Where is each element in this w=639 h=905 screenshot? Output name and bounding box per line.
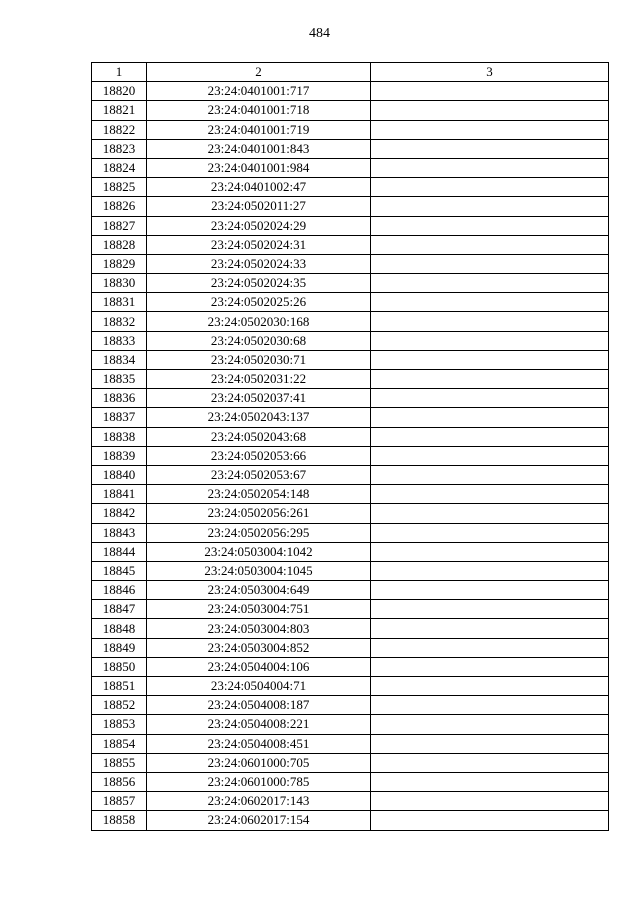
notes-cell bbox=[371, 158, 609, 177]
row-number-cell: 18841 bbox=[92, 485, 147, 504]
row-number-cell: 18832 bbox=[92, 312, 147, 331]
notes-cell bbox=[371, 178, 609, 197]
cadastral-number-cell: 23:24:0601000:785 bbox=[147, 772, 371, 791]
notes-cell bbox=[371, 331, 609, 350]
table-row bbox=[92, 427, 609, 446]
table-row bbox=[92, 216, 609, 235]
table-body bbox=[92, 82, 609, 830]
table-row bbox=[92, 753, 609, 772]
notes-cell bbox=[371, 465, 609, 484]
notes-cell bbox=[371, 101, 609, 120]
table-row bbox=[92, 350, 609, 369]
cadastral-number-cell: 23:24:0502043:68 bbox=[147, 427, 371, 446]
notes-cell bbox=[371, 619, 609, 638]
row-number-cell: 18838 bbox=[92, 427, 147, 446]
header-cell-3: 3 bbox=[371, 63, 609, 82]
cadastral-number-cell: 23:24:0503004:649 bbox=[147, 581, 371, 600]
notes-cell bbox=[371, 811, 609, 830]
table-row bbox=[92, 370, 609, 389]
notes-cell bbox=[371, 696, 609, 715]
cadastral-number-cell: 23:24:0504008:221 bbox=[147, 715, 371, 734]
table-row bbox=[92, 677, 609, 696]
cadastral-number-cell: 23:24:0602017:154 bbox=[147, 811, 371, 830]
notes-cell bbox=[371, 312, 609, 331]
table-row bbox=[92, 312, 609, 331]
table-row bbox=[92, 82, 609, 101]
row-number-cell: 18842 bbox=[92, 504, 147, 523]
row-number-cell: 18835 bbox=[92, 370, 147, 389]
notes-cell bbox=[371, 408, 609, 427]
cadastral-number-cell: 23:24:0504004:71 bbox=[147, 677, 371, 696]
table-row bbox=[92, 446, 609, 465]
cadastral-number-cell: 23:24:0601000:705 bbox=[147, 753, 371, 772]
cadastral-number-cell: 23:24:0503004:1042 bbox=[147, 542, 371, 561]
cadastral-number-cell: 23:24:0504008:187 bbox=[147, 696, 371, 715]
notes-cell bbox=[371, 197, 609, 216]
notes-cell bbox=[371, 370, 609, 389]
notes-cell bbox=[371, 581, 609, 600]
row-number-cell: 18828 bbox=[92, 235, 147, 254]
notes-cell bbox=[371, 274, 609, 293]
row-number-cell: 18822 bbox=[92, 120, 147, 139]
table-header bbox=[92, 63, 609, 82]
cadastral-number-cell: 23:24:0503004:803 bbox=[147, 619, 371, 638]
notes-cell bbox=[371, 523, 609, 542]
row-number-cell: 18824 bbox=[92, 158, 147, 177]
cadastral-number-cell: 23:24:0502056:295 bbox=[147, 523, 371, 542]
row-number-cell: 18823 bbox=[92, 139, 147, 158]
table-row bbox=[92, 600, 609, 619]
row-number-cell: 18857 bbox=[92, 792, 147, 811]
cadastral-number-cell: 23:24:0502053:66 bbox=[147, 446, 371, 465]
table-row bbox=[92, 408, 609, 427]
row-number-cell: 18845 bbox=[92, 561, 147, 580]
cadastral-number-cell: 23:24:0401001:717 bbox=[147, 82, 371, 101]
cadastral-number-cell: 23:24:0502037:41 bbox=[147, 389, 371, 408]
table-row bbox=[92, 254, 609, 273]
cadastral-number-cell: 23:24:0502043:137 bbox=[147, 408, 371, 427]
cadastral-number-cell: 23:24:0504008:451 bbox=[147, 734, 371, 753]
table-row bbox=[92, 197, 609, 216]
row-number-cell: 18820 bbox=[92, 82, 147, 101]
cadastral-number-cell: 23:24:0504004:106 bbox=[147, 657, 371, 676]
table-row bbox=[92, 120, 609, 139]
cadastral-number-cell: 23:24:0502030:168 bbox=[147, 312, 371, 331]
table-row bbox=[92, 561, 609, 580]
notes-cell bbox=[371, 293, 609, 312]
table-row bbox=[92, 523, 609, 542]
notes-cell bbox=[371, 350, 609, 369]
notes-cell bbox=[371, 753, 609, 772]
row-number-cell: 18849 bbox=[92, 638, 147, 657]
table-row bbox=[92, 772, 609, 791]
notes-cell bbox=[371, 561, 609, 580]
row-number-cell: 18839 bbox=[92, 446, 147, 465]
notes-cell bbox=[371, 504, 609, 523]
cadastral-number-cell: 23:24:0502025:26 bbox=[147, 293, 371, 312]
notes-cell bbox=[371, 446, 609, 465]
table-row bbox=[92, 792, 609, 811]
table-row bbox=[92, 619, 609, 638]
table-row bbox=[92, 158, 609, 177]
row-number-cell: 18856 bbox=[92, 772, 147, 791]
header-row bbox=[92, 63, 609, 82]
cadastral-number-cell: 23:24:0502024:35 bbox=[147, 274, 371, 293]
row-number-cell: 18846 bbox=[92, 581, 147, 600]
table-row bbox=[92, 101, 609, 120]
table-row bbox=[92, 657, 609, 676]
table-row bbox=[92, 331, 609, 350]
row-number-cell: 18853 bbox=[92, 715, 147, 734]
table-row bbox=[92, 696, 609, 715]
cadastral-number-cell: 23:24:0401001:719 bbox=[147, 120, 371, 139]
notes-cell bbox=[371, 254, 609, 273]
row-number-cell: 18825 bbox=[92, 178, 147, 197]
row-number-cell: 18829 bbox=[92, 254, 147, 273]
row-number-cell: 18848 bbox=[92, 619, 147, 638]
row-number-cell: 18840 bbox=[92, 465, 147, 484]
row-number-cell: 18833 bbox=[92, 331, 147, 350]
cadastral-number-cell: 23:24:0502030:71 bbox=[147, 350, 371, 369]
row-number-cell: 18847 bbox=[92, 600, 147, 619]
row-number-cell: 18844 bbox=[92, 542, 147, 561]
notes-cell bbox=[371, 657, 609, 676]
notes-cell bbox=[371, 235, 609, 254]
row-number-cell: 18854 bbox=[92, 734, 147, 753]
notes-cell bbox=[371, 139, 609, 158]
table-row bbox=[92, 485, 609, 504]
cadastral-number-cell: 23:24:0502031:22 bbox=[147, 370, 371, 389]
cadastral-number-cell: 23:24:0401001:843 bbox=[147, 139, 371, 158]
table-row bbox=[92, 139, 609, 158]
notes-cell bbox=[371, 600, 609, 619]
row-number-cell: 18851 bbox=[92, 677, 147, 696]
table-row bbox=[92, 811, 609, 830]
table-row bbox=[92, 389, 609, 408]
notes-cell bbox=[371, 216, 609, 235]
notes-cell bbox=[371, 389, 609, 408]
row-number-cell: 18843 bbox=[92, 523, 147, 542]
cadastral-number-cell: 23:24:0502024:29 bbox=[147, 216, 371, 235]
notes-cell bbox=[371, 638, 609, 657]
row-number-cell: 18850 bbox=[92, 657, 147, 676]
notes-cell bbox=[371, 772, 609, 791]
cadastral-number-cell: 23:24:0502030:68 bbox=[147, 331, 371, 350]
table-row bbox=[92, 235, 609, 254]
notes-cell bbox=[371, 677, 609, 696]
cadastral-number-cell: 23:24:0502054:148 bbox=[147, 485, 371, 504]
notes-cell bbox=[371, 427, 609, 446]
registry-table bbox=[91, 62, 609, 831]
cadastral-number-cell: 23:24:0401002:47 bbox=[147, 178, 371, 197]
row-number-cell: 18827 bbox=[92, 216, 147, 235]
row-number-cell: 18834 bbox=[92, 350, 147, 369]
table-row bbox=[92, 293, 609, 312]
row-number-cell: 18837 bbox=[92, 408, 147, 427]
cadastral-number-cell: 23:24:0502024:31 bbox=[147, 235, 371, 254]
cadastral-number-cell: 23:24:0502011:27 bbox=[147, 197, 371, 216]
notes-cell bbox=[371, 734, 609, 753]
cadastral-number-cell: 23:24:0502024:33 bbox=[147, 254, 371, 273]
notes-cell bbox=[371, 792, 609, 811]
row-number-cell: 18852 bbox=[92, 696, 147, 715]
table-row bbox=[92, 638, 609, 657]
row-number-cell: 18855 bbox=[92, 753, 147, 772]
notes-cell bbox=[371, 715, 609, 734]
row-number-cell: 18836 bbox=[92, 389, 147, 408]
table-row bbox=[92, 715, 609, 734]
table-row bbox=[92, 504, 609, 523]
row-number-cell: 18831 bbox=[92, 293, 147, 312]
cadastral-number-cell: 23:24:0602017:143 bbox=[147, 792, 371, 811]
cadastral-number-cell: 23:24:0401001:984 bbox=[147, 158, 371, 177]
table-row bbox=[92, 274, 609, 293]
table-row bbox=[92, 734, 609, 753]
table-row bbox=[92, 581, 609, 600]
notes-cell bbox=[371, 82, 609, 101]
row-number-cell: 18821 bbox=[92, 101, 147, 120]
row-number-cell: 18830 bbox=[92, 274, 147, 293]
cadastral-number-cell: 23:24:0503004:1045 bbox=[147, 561, 371, 580]
page-number: 484 bbox=[309, 26, 330, 41]
table-row bbox=[92, 542, 609, 561]
cadastral-number-cell: 23:24:0503004:751 bbox=[147, 600, 371, 619]
row-number-cell: 18826 bbox=[92, 197, 147, 216]
cadastral-number-cell: 23:24:0502056:261 bbox=[147, 504, 371, 523]
header-cell-1: 1 bbox=[92, 63, 147, 82]
row-number-cell: 18858 bbox=[92, 811, 147, 830]
header-cell-2: 2 bbox=[147, 63, 371, 82]
notes-cell bbox=[371, 542, 609, 561]
table-row bbox=[92, 465, 609, 484]
cadastral-number-cell: 23:24:0503004:852 bbox=[147, 638, 371, 657]
cadastral-number-cell: 23:24:0401001:718 bbox=[147, 101, 371, 120]
notes-cell bbox=[371, 485, 609, 504]
cadastral-number-cell: 23:24:0502053:67 bbox=[147, 465, 371, 484]
table-row bbox=[92, 178, 609, 197]
notes-cell bbox=[371, 120, 609, 139]
